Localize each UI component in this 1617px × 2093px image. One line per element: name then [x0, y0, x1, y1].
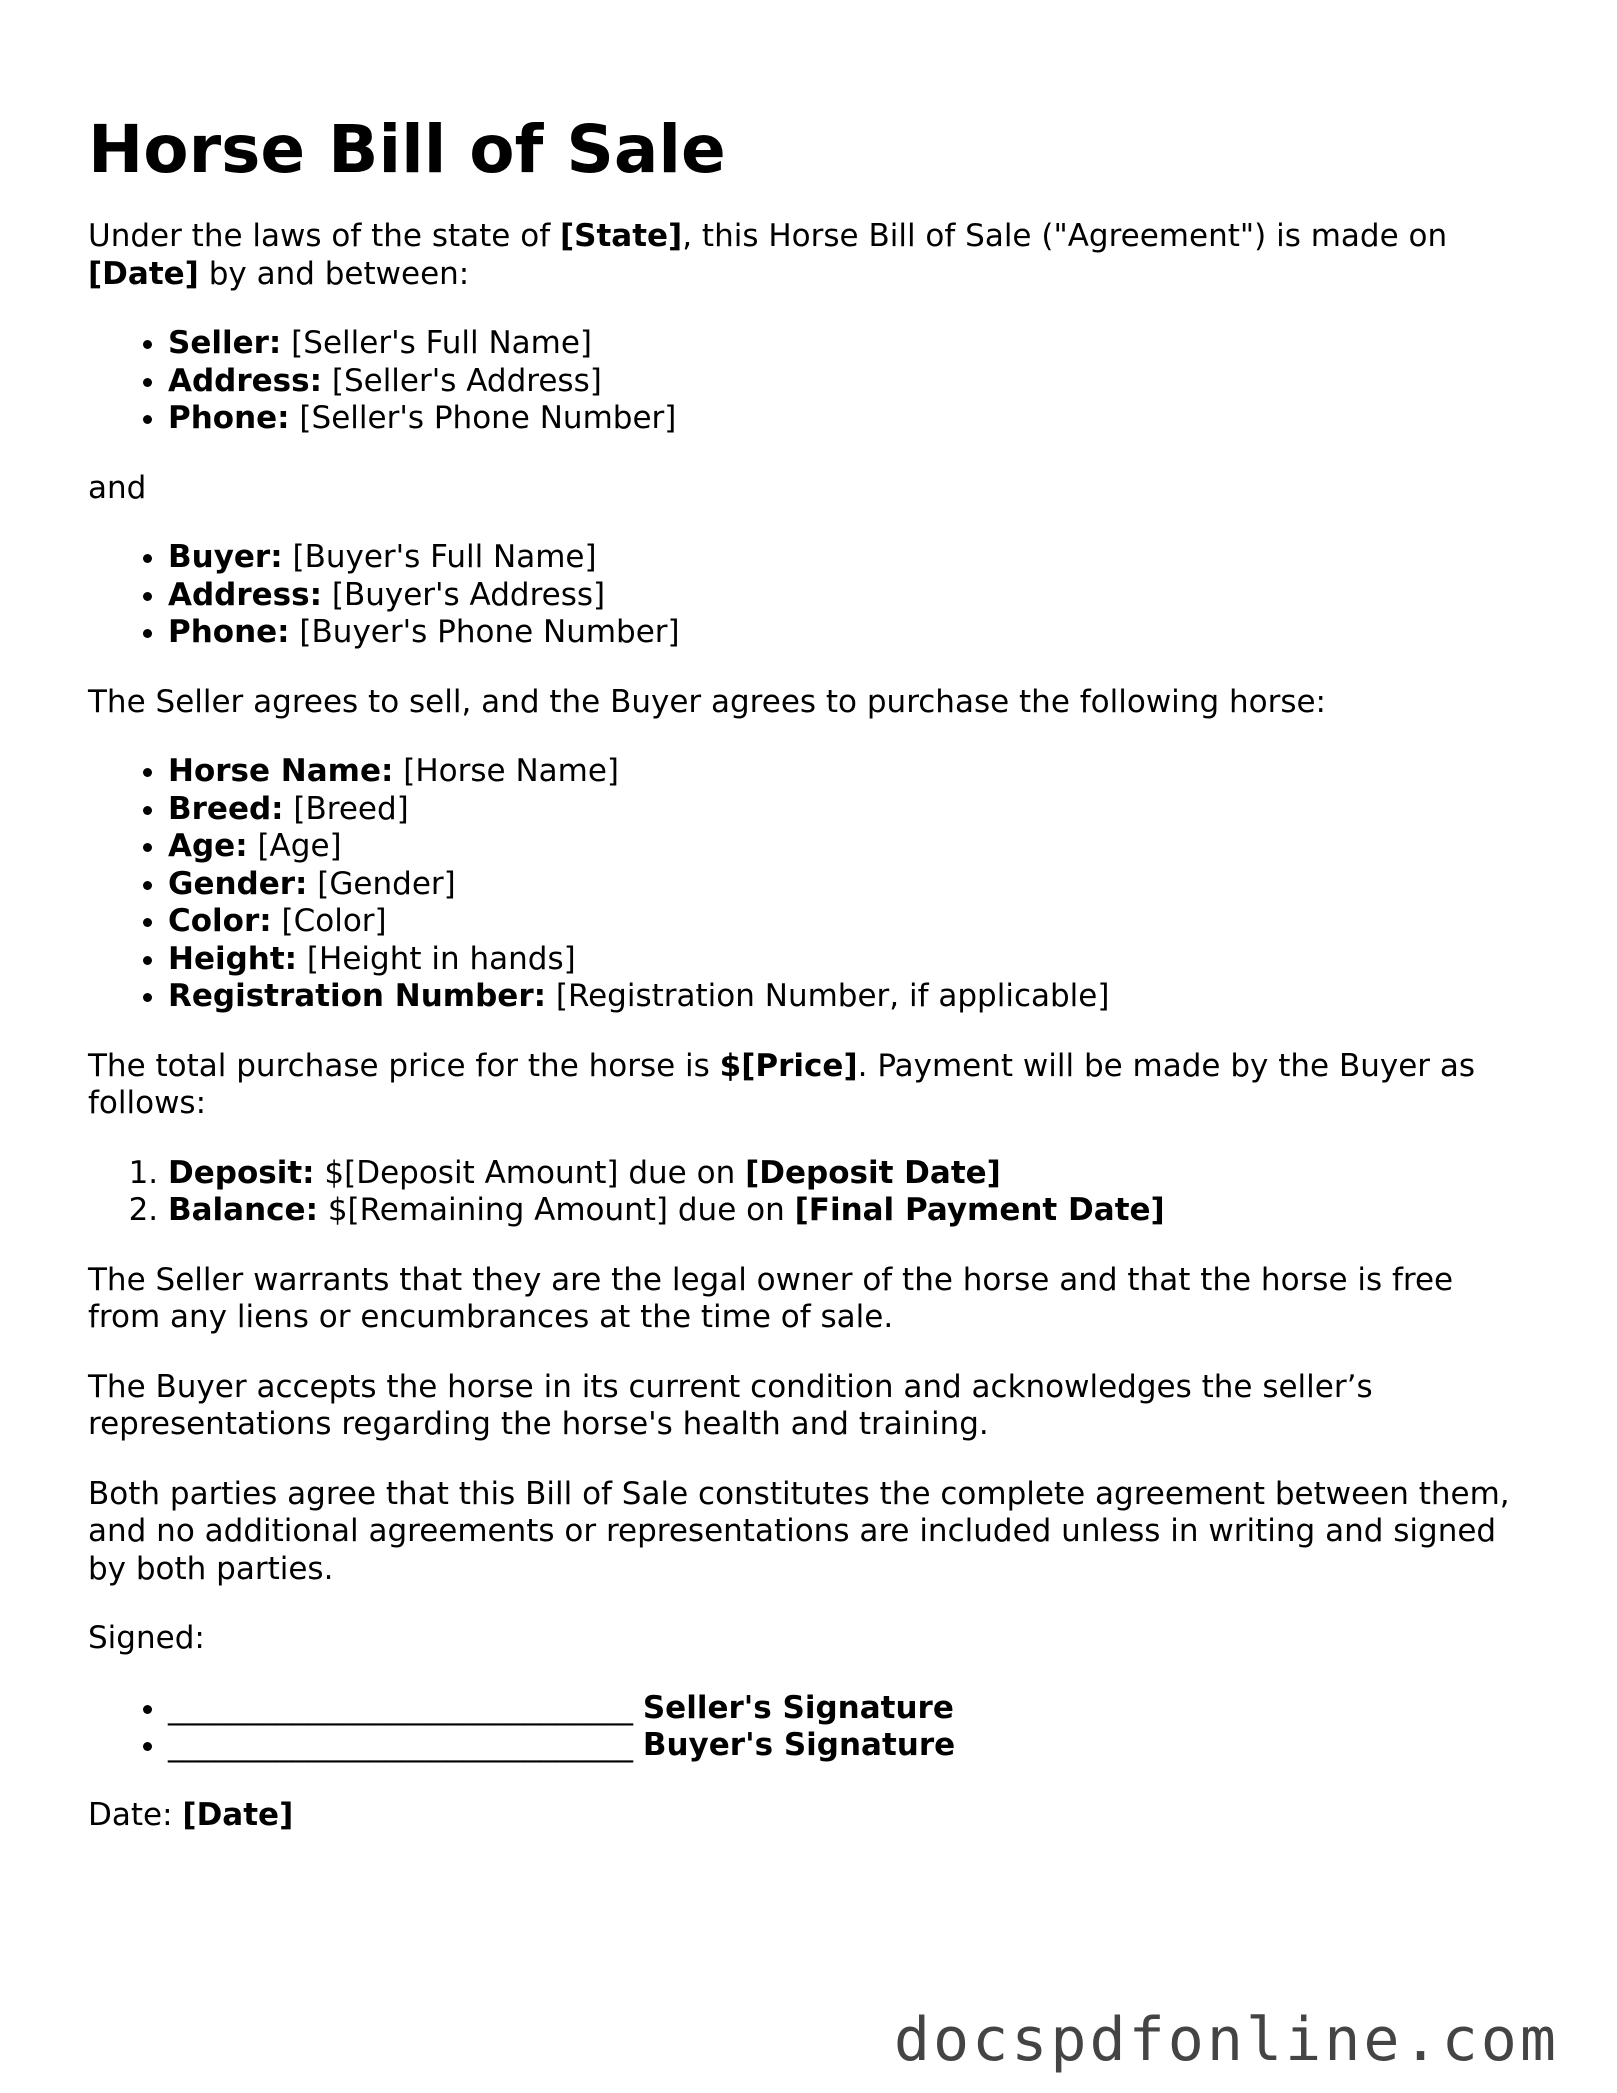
- item-value: [Buyer's Address]: [322, 576, 606, 613]
- item-value: [Color]: [271, 903, 387, 939]
- item-value: [Seller's Phone Number]: [289, 400, 677, 436]
- acceptance-paragraph: The Buyer accepts the horse in its current condition and acknowledges the seller’s representations regarding the horse's health and training.: [88, 1368, 1373, 1442]
- list-item: [168, 791, 1528, 829]
- signature-label: Seller's Signature: [642, 1689, 954, 1726]
- item-label: Balance:: [168, 1192, 318, 1228]
- item-due-date: [Deposit Date]: [745, 1154, 1001, 1191]
- signature-line[interactable]: ______________________________: [168, 1727, 633, 1763]
- item-value: $[Remaining Amount] due on: [317, 1192, 795, 1228]
- item-due-date: [Final Payment Date]: [794, 1192, 1165, 1228]
- item-label: Gender:: [168, 865, 308, 902]
- document-page: [88, 110, 1528, 1866]
- item-value: [Height in hands]: [297, 940, 576, 977]
- seller-details-list: [88, 325, 1528, 438]
- item-value: [Buyer's Phone Number]: [289, 614, 680, 650]
- item-value: [Seller's Address]: [322, 362, 602, 399]
- item-value: [Registration Number, if applicable]: [546, 978, 1110, 1014]
- buyer-details-list: [88, 539, 1528, 652]
- date-label: Date:: [88, 1796, 183, 1833]
- item-label: Horse Name:: [168, 753, 394, 789]
- list-item: [168, 577, 1528, 615]
- list-item: [168, 1155, 1528, 1193]
- intro-state: [State]: [559, 218, 683, 254]
- list-item: [168, 866, 1528, 904]
- intro-date: [Date]: [88, 255, 199, 292]
- item-label: Breed:: [168, 790, 284, 827]
- signature-label: Buyer's Signature: [642, 1727, 956, 1763]
- item-value: [Breed]: [283, 790, 409, 827]
- item-label: Phone:: [168, 614, 290, 650]
- payment-schedule-list: [88, 1155, 1528, 1230]
- list-item: [168, 539, 1528, 577]
- watermark: docspdfonline.com: [893, 2005, 1559, 2075]
- item-label: Deposit:: [168, 1154, 315, 1191]
- item-label: Height:: [168, 940, 298, 977]
- price-paragraph: [88, 1048, 1528, 1123]
- item-label: Age:: [168, 828, 248, 864]
- item-label: Registration Number:: [168, 978, 547, 1014]
- item-value: [Buyer's Full Name]: [282, 539, 597, 575]
- list-item: [168, 903, 1528, 941]
- item-value: [Horse Name]: [393, 753, 619, 789]
- intro-paragraph: [88, 218, 1528, 293]
- list-item: [168, 753, 1528, 791]
- entire-agreement-paragraph: Both parties agree that this Bill of Sale constitutes the complete agreement between them, and no additional agreements or representations are included unless in writing and signed by both parties.: [88, 1475, 1510, 1587]
- price-amount: $[Price]: [719, 1047, 858, 1084]
- date-line: [88, 1797, 1528, 1835]
- item-label: Address:: [168, 362, 322, 399]
- list-item: [168, 400, 1528, 438]
- horse-intro-paragraph: The Seller agrees to sell, and the Buyer agrees to purchase the following horse:: [88, 683, 1327, 720]
- item-label: Buyer:: [168, 539, 283, 575]
- warranty-paragraph: The Seller warrants that they are the legal owner of the horse and that the horse is free from any liens or encumbrances at the time of sale.: [88, 1261, 1454, 1335]
- intro-text-1: Under the laws of the state of: [88, 218, 560, 254]
- list-item: [168, 363, 1528, 401]
- and-text: and: [88, 469, 147, 506]
- item-label: Phone:: [168, 400, 290, 436]
- signature-list: [88, 1690, 1528, 1765]
- horse-details-list: [88, 753, 1528, 1016]
- item-label: Color:: [168, 903, 272, 939]
- list-item: [168, 978, 1528, 1016]
- item-value: $[Deposit Amount] due on: [314, 1154, 746, 1191]
- date-value: [Date]: [182, 1796, 294, 1833]
- list-item: [168, 1690, 1528, 1728]
- list-item: [168, 614, 1528, 652]
- list-item: [168, 1192, 1528, 1230]
- price-text-1: The total purchase price for the horse is: [88, 1047, 720, 1084]
- item-value: [Seller's Full Name]: [281, 325, 593, 361]
- intro-text-2: , this Horse Bill of Sale ("Agreement") is made on: [682, 218, 1448, 254]
- list-item: [168, 325, 1528, 363]
- signature-line[interactable]: ______________________________: [168, 1689, 633, 1726]
- list-item: [168, 828, 1528, 866]
- item-value: [Age]: [247, 828, 342, 864]
- list-item: [168, 1727, 1528, 1765]
- signed-label: Signed:: [88, 1620, 205, 1656]
- item-label: Address:: [168, 576, 322, 613]
- document-title: Horse Bill of Sale: [88, 111, 726, 188]
- item-value: [Gender]: [307, 865, 456, 902]
- item-label: Seller:: [168, 325, 282, 361]
- intro-text-3: by and between:: [198, 255, 470, 292]
- list-item: [168, 941, 1528, 979]
- price-text-2: . Payment will be made by the Buyer as follows:: [88, 1047, 1476, 1121]
